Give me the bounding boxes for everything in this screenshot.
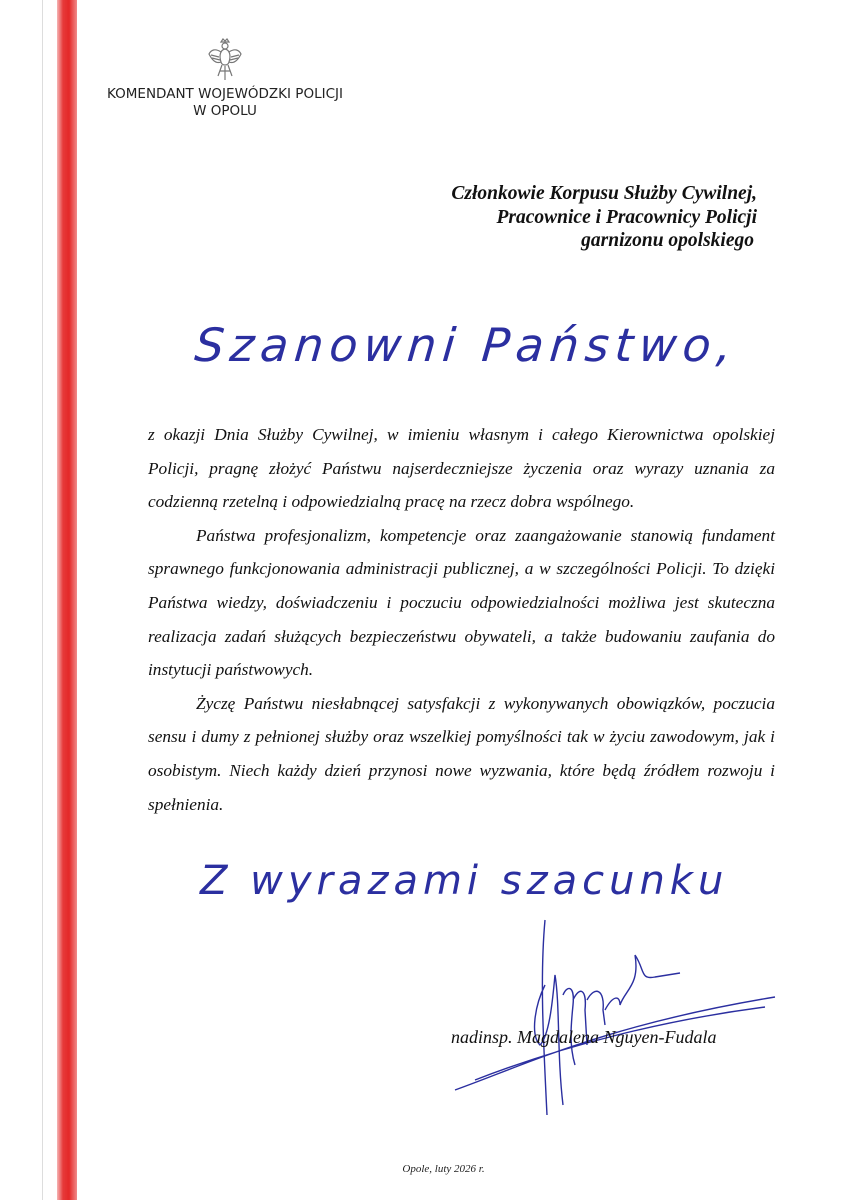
paragraph: Państwa profesjonalizm, kompetencje oraz zaangażowanie stanowią fundament sprawnego funkcjonowania administracji publicznej, a w szczególności Policji. To dzięki Państwa wiedzy, doświadczeniu i poczuciu odpowiedzialności możliwa jest skuteczna realizacja zadań służących bezpieczeństwu obywateli, a także budowaniu zaufania do instytucji państwowych.	[148, 525, 775, 680]
signatory-name: nadinsp. Magdalena Nguyen-Fudala	[451, 1027, 717, 1047]
recipient-line: Pracownice i Pracownicy Policji	[496, 206, 757, 228]
letterhead-line2: W OPOLU	[193, 103, 257, 119]
handwritten-closing: Z wyrazami szacunku	[200, 858, 729, 904]
recipient-line: Członkowie Korpusu Służby Cywilnej,	[451, 183, 757, 204]
handwritten-greeting: Szanowni Państwo,	[192, 318, 740, 372]
paragraph: Życzę Państwu niesłabnącej satysfakcji z wykonywanych obowiązków, poczucia sensu i dumy z pełnionej służby oraz wszelkiej pomyślności tak w życiu zawodowym, jak i osobistym. Niech każdy dzień przynosi nowe wyzwania, które będą źródłem rozwoju i spełnienia.	[148, 693, 775, 814]
letterhead-line1: KOMENDANT WOJEWÓDZKI POLICJI	[107, 86, 343, 102]
recipients-block	[451, 182, 757, 253]
signature-icon	[445, 915, 785, 1135]
paragraph: z okazji Dnia Służby Cywilnej, w imieniu własnym i całego Kierownictwa opolskiej Policji, pragnę złożyć Państwu najserdeczniejsze życzenia oraz wyrazy uznania za codzienną rzetelną i odpowiedzialną pracę na rzecz dobra wspólnego.	[148, 425, 775, 512]
letterhead	[100, 38, 350, 120]
place-date: Opole, luty 2026 r.	[402, 1163, 485, 1175]
red-stripe	[57, 0, 77, 1200]
letter-body	[148, 418, 775, 821]
recipient-line: garnizonu opolskiego	[581, 230, 754, 251]
margin-line	[42, 0, 43, 1200]
polish-eagle-emblem-icon	[208, 38, 242, 82]
